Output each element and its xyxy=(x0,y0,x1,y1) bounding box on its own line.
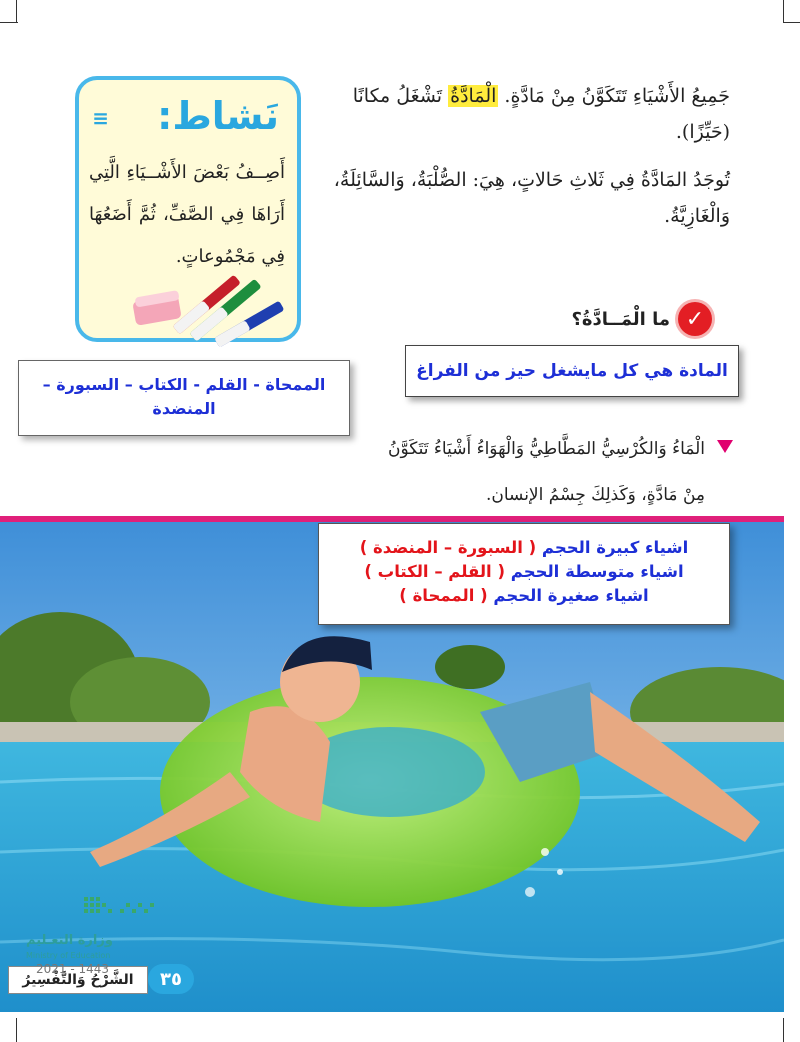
checkmark-icon: ✓ xyxy=(678,302,712,336)
markers-eraser-illustration xyxy=(129,270,289,360)
ministry-logo xyxy=(26,893,176,963)
crop-mark xyxy=(16,1018,17,1042)
classify-label: اشياء كبيرة الحجم xyxy=(541,538,689,557)
ministry-name-ar: وزارة التعـليم xyxy=(26,933,113,948)
bullet-text: الْمَاءُ وَالكُرْسِيُّ المَطَّاطِيُّ وَالْهَوَاءُ أَشْيَاءُ تَتَكَوَّنُ مِنْ مَادَّةٍ، وَكَذلِكَ جِسْمُ الإنسان. xyxy=(387,439,705,505)
dots-icon xyxy=(26,893,176,929)
section-label: الشَّرْحُ وَالتَّفْسِيرُ xyxy=(8,966,148,994)
activity-answer-text: الممحاة - القلم - الكتاب – السبورة – المنضدة xyxy=(42,375,326,418)
triangle-bullet-icon xyxy=(717,440,733,453)
classification-box xyxy=(318,523,730,625)
crop-mark xyxy=(783,0,784,22)
bullet-paragraph xyxy=(365,426,705,518)
answer-box xyxy=(405,345,739,397)
classify-items: ( القلم – الكتاب ) xyxy=(364,562,505,581)
activity-card xyxy=(75,76,301,342)
crop-mark xyxy=(783,22,800,23)
classify-line-large xyxy=(319,536,729,560)
classify-items: ( السبورة – المنضدة ) xyxy=(359,538,537,557)
crop-mark xyxy=(783,1018,784,1042)
question-text: ما الْمَــادَّةُ؟ xyxy=(571,308,670,330)
classify-label: اشياء صغيرة الحجم xyxy=(493,586,649,605)
activity-title: نَشاط: xyxy=(157,94,279,138)
paragraph-2: تُوجَدُ المَادَّةُ فِي ثَلاثِ حَالاتٍ، هِيَ: الصُّلْبَةُ، وَالسَّائِلَةُ، وَالْغَازِيَّةُ. xyxy=(333,169,730,227)
question-row xyxy=(571,302,712,336)
activity-answer-box xyxy=(18,360,350,436)
crop-mark xyxy=(16,0,17,22)
text-span: تَشْغَلُ مكانًا (حَيِّزًا). xyxy=(352,85,730,143)
main-paragraph xyxy=(330,78,730,246)
classify-line-medium xyxy=(319,560,729,584)
text-span: جَمِيعُ الأَشْيَاءِ تَتَكَوَّنُ مِنْ مَادَّةٍ. xyxy=(498,85,730,107)
classify-items: ( الممحاة ) xyxy=(399,586,488,605)
lines-icon: ≡ xyxy=(92,106,109,130)
answer-text: المادة هي كل مايشغل حيز من الفراغ xyxy=(416,361,728,381)
paragraph-1 xyxy=(330,78,730,150)
classify-line-small xyxy=(319,584,729,608)
highlighted-term: الْمَادَّةُ xyxy=(450,85,497,107)
edition-year: 2021 - 1443 xyxy=(36,962,110,976)
ministry-name-en: Ministry of Education xyxy=(26,951,111,960)
activity-text: أَصِــفُ بَعْضَ الأَشْــيَاءِ الَّتِي أَرَاهَا فِي الصَّفِّ، ثُمَّ أَضَعُهَا فِي مَجْمُوعاتٍ. xyxy=(89,162,285,267)
crop-mark xyxy=(0,22,18,23)
classify-label: اشياء متوسطة الحجم xyxy=(510,562,684,581)
page-number: ٣٥ xyxy=(148,964,194,994)
